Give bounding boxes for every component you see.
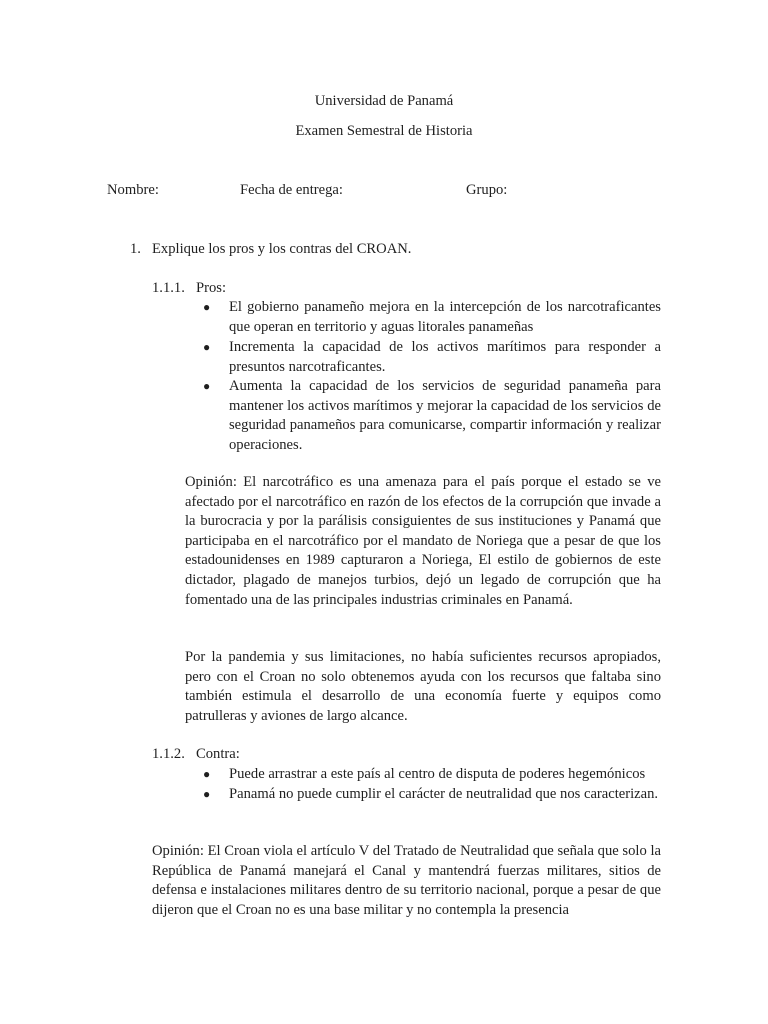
contra-opinion: Opinión: El Croan viola el artículo V del Tratado de Neutralidad que señala que solo la República de Panamá manejará el Canal y mantendrá fuerzas militares, sitios de defensa e instalaciones militares dentro de su territorio nacional, porque a pesar de que dijeron que el Croan no es una base militar y no contempla la presencia <box>152 843 661 918</box>
bullet-icon: ● <box>203 300 211 314</box>
pros-heading: Pros: <box>196 280 227 296</box>
contra-item-text: Panamá no puede cumplir el carácter de neutralidad que nos caracterizan. <box>229 786 659 802</box>
pros-item <box>203 338 661 377</box>
contra-heading: Contra: <box>196 746 240 762</box>
contra-item-text: Puede arrastrar a este país al centro de disputa de poderes hegemónicos <box>229 766 646 782</box>
pros-item <box>203 298 661 337</box>
contra-item <box>203 785 661 805</box>
question-number: 1. <box>130 241 141 257</box>
contra-number: 1.1.2. <box>152 746 185 762</box>
pros-item-text: Incrementa la capacidad de los activos marítimos para responder a presuntos narcotraficantes. <box>229 339 661 375</box>
bullet-icon: ● <box>203 787 211 801</box>
pros-opinion-1: Opinión: El narcotráfico es una amenaza para el país porque el estado se ve afectado por el narcotráfico en razón de los efectos de la corrupción que invade a la burocracia y por la parálisis consiguientes de sus instituciones y Panamá que participaba en el narcotráfico por el mandato de Noriega que a pesar de que los estadounidenses en 1989 capturaron a Noriega, El estilo de gobiernos de este dictador, plagado de manejos turbios, dejó un legado de corrupción que ha fomentado una de las principales industrias criminales en Panamá. <box>185 474 661 608</box>
pros-opinion-2: Por la pandemia y sus limitaciones, no había suficientes recursos apropiados, pero con el Croan no solo obtenemos ayuda con los recursos que faltaba sino también estimula el desarrollo de una economía fuerte y equipos como patrulleras y aviones de largo alcance. <box>185 649 661 724</box>
bullet-icon: ● <box>203 379 211 393</box>
university-title: Universidad de Panamá <box>314 93 454 109</box>
pros-number: 1.1.1. <box>152 280 185 296</box>
bullet-icon: ● <box>203 767 211 781</box>
pros-item-text: El gobierno panameño mejora en la intercepción de los narcotraficantes que operan en territorio y aguas litorales panameñas <box>229 299 661 335</box>
bullet-icon: ● <box>203 340 211 354</box>
question-text: Explique los pros y los contras del CROAN. <box>152 241 412 257</box>
pros-item-text: Aumenta la capacidad de los servicios de seguridad panameña para mantener los activos marítimos y mejorar la capacidad de los servicios de seguridad panameños para comunicarse, compartir información y realizar operaciones. <box>229 378 661 453</box>
date-label: Fecha de entrega: <box>240 182 343 198</box>
contra-item <box>203 765 661 785</box>
group-label: Grupo: <box>466 182 508 198</box>
name-label: Nombre: <box>107 182 159 198</box>
exam-title: Examen Semestral de Historia <box>295 123 473 139</box>
pros-item <box>203 377 661 455</box>
